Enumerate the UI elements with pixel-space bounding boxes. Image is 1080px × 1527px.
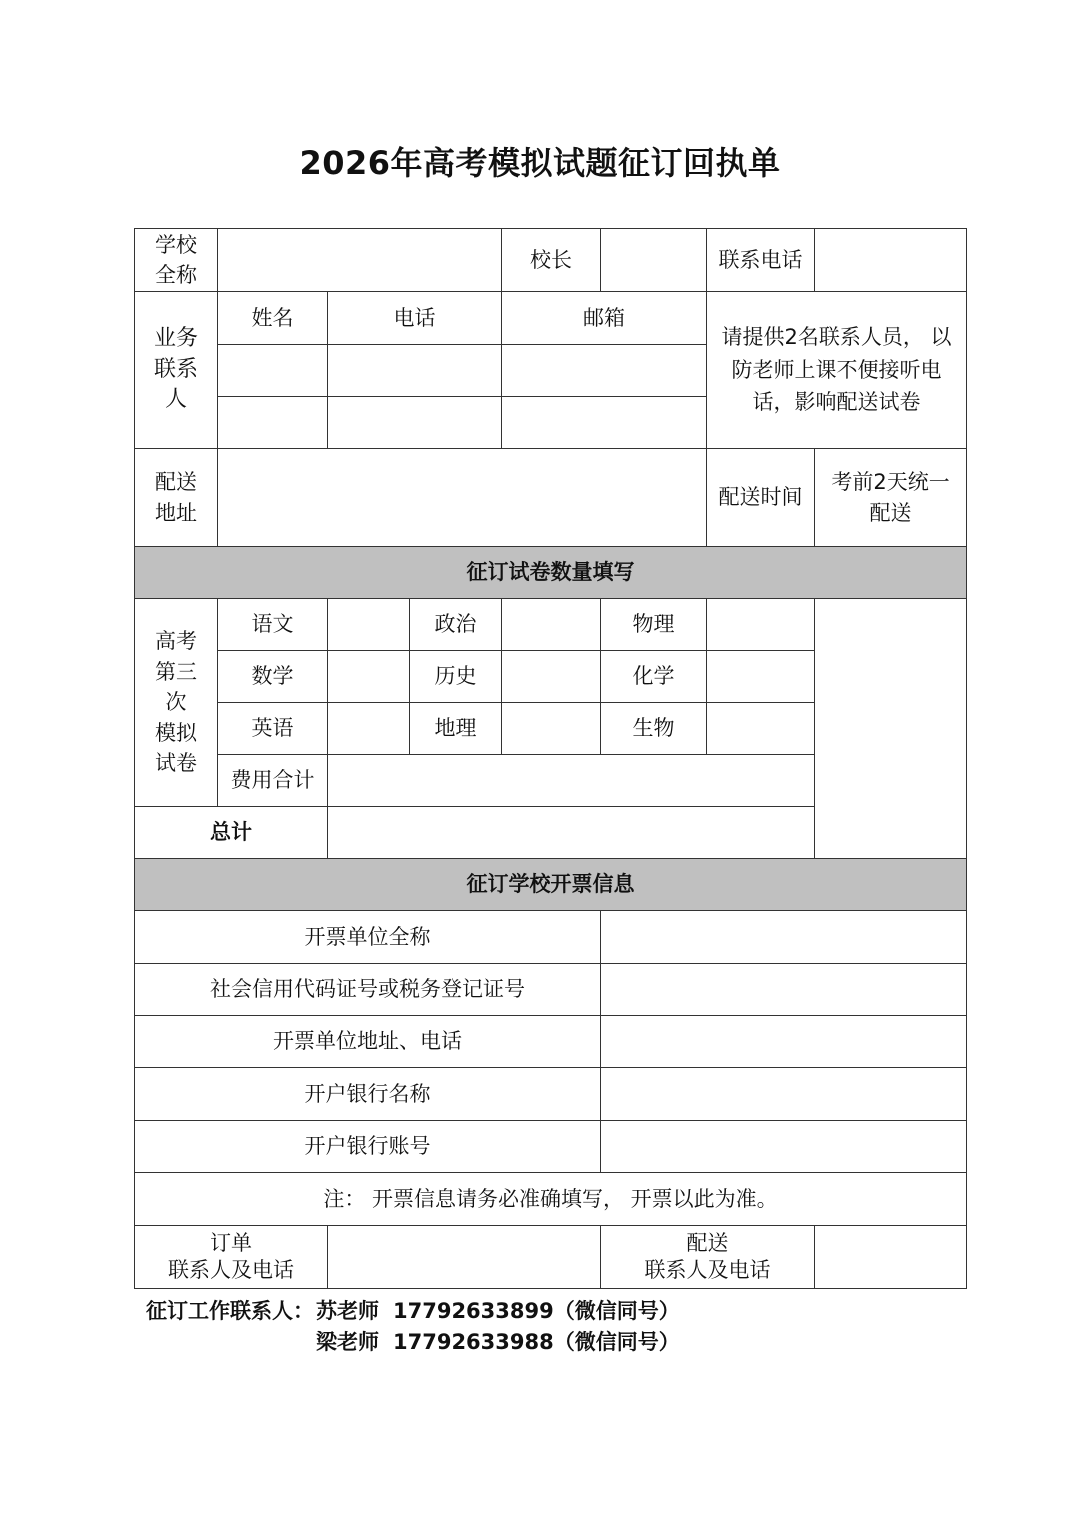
invoice-row-field[interactable]	[601, 1068, 967, 1121]
grand-total-field[interactable]	[328, 807, 815, 859]
subject-qty-field[interactable]	[707, 599, 815, 651]
contact1-name-field[interactable]	[218, 345, 328, 397]
section-quantity-band: 征订试卷数量填写	[135, 547, 967, 599]
delivery-address-label-text: 配送 地址	[155, 470, 197, 525]
delivery-time-value-text: 考前2天统一 配送	[831, 470, 950, 525]
subject-label: 英语	[218, 703, 328, 755]
subject-label: 历史	[410, 651, 502, 703]
invoice-row-field[interactable]	[601, 911, 967, 964]
contact2-phone-field[interactable]	[328, 397, 502, 449]
footer-contact-label: 征订工作联系人：	[146, 1299, 314, 1323]
order-form	[134, 228, 966, 1289]
subject-qty-field[interactable]	[328, 599, 410, 651]
invoice-row-label: 开票单位地址、电话	[135, 1016, 601, 1068]
business-contact-label-text: 业务 联系 人	[153, 325, 198, 413]
footer-contact-row-2	[146, 1327, 680, 1358]
order-contact-label	[135, 1226, 328, 1289]
invoice-row-label: 开票单位全称	[135, 911, 601, 964]
footer-contact-row-1	[146, 1296, 680, 1327]
principal-field[interactable]	[601, 229, 707, 292]
contact-phone-field[interactable]	[815, 229, 967, 292]
footer-contact-phone: 17792633899（微信同号）	[393, 1299, 680, 1323]
subject-qty-field[interactable]	[502, 703, 601, 755]
subject-label: 生物	[601, 703, 707, 755]
school-name-label-line1: 学校	[155, 232, 197, 257]
order-form-table	[134, 228, 967, 1289]
invoice-row-label: 开户银行账号	[135, 1121, 601, 1173]
invoice-row-field[interactable]	[601, 964, 967, 1016]
subject-label: 地理	[410, 703, 502, 755]
delivery-address-field[interactable]	[218, 449, 707, 547]
invoice-row-label: 开户银行名称	[135, 1068, 601, 1121]
quantity-side-blank	[815, 599, 967, 859]
delivery-time-value	[815, 449, 967, 547]
delivery-time-label: 配送时间	[707, 449, 815, 547]
contact1-email-field[interactable]	[502, 345, 707, 397]
contact-phone-label: 联系电话	[707, 229, 815, 292]
footer-contact-name: 苏老师	[316, 1299, 379, 1323]
invoice-row-label: 社会信用代码证号或税务登记证号	[135, 964, 601, 1016]
exam-group-label	[135, 599, 218, 807]
section-invoice-band: 征订学校开票信息	[135, 859, 967, 911]
school-name-label	[135, 229, 218, 292]
footer-contact-name: 梁老师	[316, 1330, 379, 1354]
footer-contact-phone: 17792633988（微信同号）	[393, 1330, 680, 1354]
fee-total-field[interactable]	[328, 755, 815, 807]
business-contact-label	[135, 292, 218, 449]
col-name-header: 姓名	[218, 292, 328, 345]
principal-label: 校长	[502, 229, 601, 292]
col-phone-header: 电话	[328, 292, 502, 345]
fee-total-label: 费用合计	[218, 755, 328, 807]
subject-label: 语文	[218, 599, 328, 651]
delivery-contact-label-text: 配送 联系人及电话	[644, 1230, 771, 1282]
delivery-contact-field[interactable]	[815, 1226, 967, 1289]
subject-qty-field[interactable]	[707, 703, 815, 755]
invoice-row-field[interactable]	[601, 1121, 967, 1173]
exam-group-label-text: 高考 第三 次 模拟 试卷	[155, 629, 197, 776]
subject-qty-field[interactable]	[707, 651, 815, 703]
grand-total-label: 总计	[135, 807, 328, 859]
school-name-label-line2: 全称	[155, 263, 197, 287]
subject-qty-field[interactable]	[328, 651, 410, 703]
order-work-contacts	[146, 1296, 680, 1358]
page-title: 2026年高考模拟试题征订回执单	[299, 144, 781, 182]
subject-qty-field[interactable]	[328, 703, 410, 755]
contact2-email-field[interactable]	[502, 397, 707, 449]
subject-qty-field[interactable]	[502, 651, 601, 703]
contact-note: 请提供2名联系人员， 以防老师上课不便接听电话，影响配送试卷	[707, 292, 967, 449]
invoice-note: 注： 开票信息请务必准确填写， 开票以此为准。	[135, 1173, 967, 1226]
subject-label: 数学	[218, 651, 328, 703]
order-contact-label-text: 订单 联系人及电话	[168, 1230, 294, 1282]
school-name-field[interactable]	[218, 229, 502, 292]
contact1-phone-field[interactable]	[328, 345, 502, 397]
delivery-contact-label	[601, 1226, 815, 1289]
subject-label: 物理	[601, 599, 707, 651]
delivery-address-label	[135, 449, 218, 547]
invoice-row-field[interactable]	[601, 1016, 967, 1068]
subject-label: 化学	[601, 651, 707, 703]
col-email-header: 邮箱	[502, 292, 707, 345]
contact2-name-field[interactable]	[218, 397, 328, 449]
subject-qty-field[interactable]	[502, 599, 601, 651]
subject-label: 政治	[410, 599, 502, 651]
order-contact-field[interactable]	[328, 1226, 601, 1289]
